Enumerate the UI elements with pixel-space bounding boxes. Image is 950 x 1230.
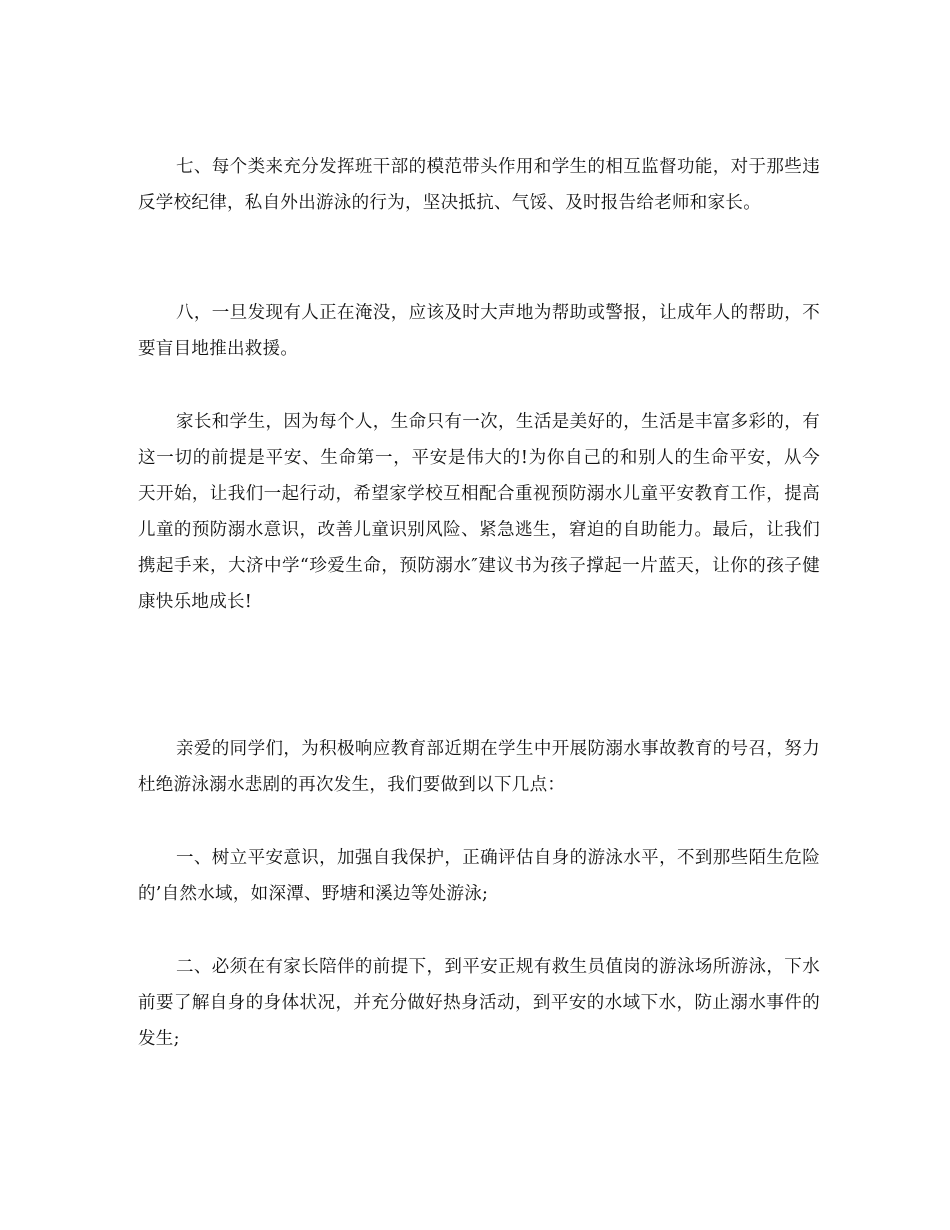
- paragraph-item-7: 七、每个类来充分发挥班干部的模范带头作用和学生的相互监督功能，对于那些违反学校纪律，私自外出游泳的行为，坚决抵抗、气馁、及时报告给老师和家长。: [138, 157, 820, 213]
- paragraph-item-2: 二、必须在有家长陪伴的前提下，到平安正规有救生员值岗的游泳场所游泳，下水前要了解自身的身体状况，并充分做好热身活动，到平安的水域下水，防止溺水事件的发生;: [138, 957, 820, 1049]
- paragraph-greeting: 亲爱的同学们，为积极响应教育部近期在学生中开展防溺水事故教育的号召，努力杜绝游泳溺水悲剧的再次发生，我们要做到以下几点：: [138, 739, 820, 795]
- paragraph-item-1: 一、树立平安意识，加强自我保护，正确评估自身的游泳水平，不到那些陌生危险的’自然水域，如深潭、野塘和溪边等处游泳;: [138, 848, 820, 904]
- paragraph-closing-appeal: 家长和学生，因为每个人，生命只有一次，生活是美好的，生活是丰富多彩的，有这一切的前提是平安、生命第一，平安是伟大的!为你自己的和别人的生命平安，从今天开始，让我们一起行动，希望家学校互相配合重视预防溺水儿童平安教育工作，提高儿童的预防溺水意识，改善儿童识别风险、紧急逃生，窘迫的自助能力。最后，让我们携起手来，大济中学“珍爱生命，预防溺水″建议书为孩子撑起一片蓝天，让你的孩子健康快乐地成长!: [138, 412, 820, 612]
- paragraph-item-8: 八，一旦发现有人正在淹没，应该及时大声地为帮助或警报，让成年人的帮助，不要盲目地推出救援。: [138, 303, 820, 359]
